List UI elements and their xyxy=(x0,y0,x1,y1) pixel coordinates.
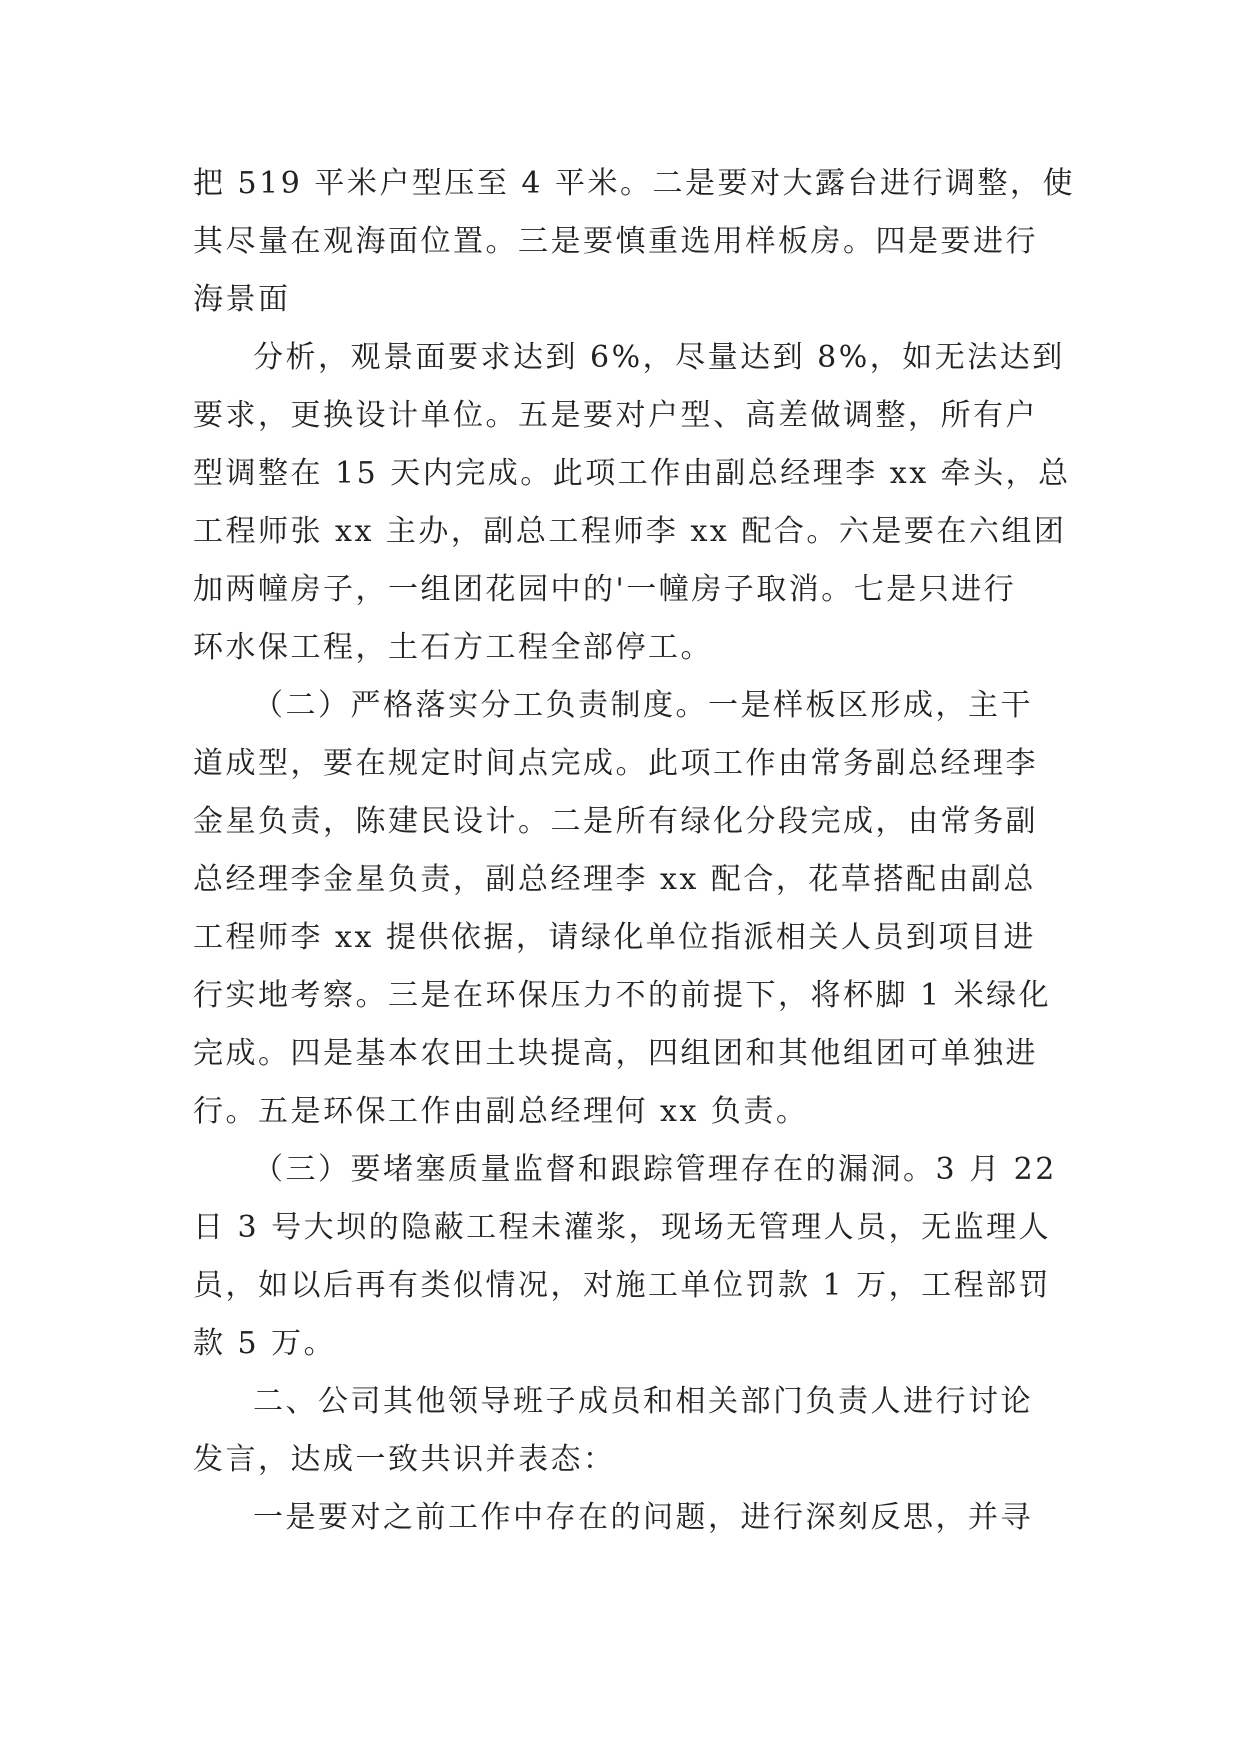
paragraph-5 xyxy=(193,1373,1053,1489)
text-line: 日 3 号大坝的隐蔽工程未灌浆，现场无管理人员，无监理人 xyxy=(193,1210,1052,1245)
paragraph-2 xyxy=(193,329,1071,677)
text-line: 一是要对之前工作中存在的问题，进行深刻反思，并寻 xyxy=(253,1500,1033,1535)
text-line: 海景面 xyxy=(193,282,291,317)
text-line: 环水保工程，土石方工程全部停工。 xyxy=(193,630,713,665)
text-line: 其尽量在观海面位置。三是要慎重选用样板房。四是要进行 xyxy=(193,224,1038,259)
text-line: 完成。四是基本农田土块提高，四组团和其他组团可单独进 xyxy=(193,1036,1038,1071)
text-line: 发言，达成一致共识并表态： xyxy=(193,1442,616,1477)
text-line: 员，如以后再有类似情况，对施工单位罚款 1 万，工程部罚 xyxy=(193,1268,1052,1303)
text-line: 工程师李 xx 提供依据，请绿化单位指派相关人员到项目进 xyxy=(193,920,1036,955)
text-line: 型调整在 15 天内完成。此项工作由副总经理李 xx 牵头，总 xyxy=(193,456,1071,491)
text-line: 二、公司其他领导班子成员和相关部门负责人进行讨论 xyxy=(253,1384,1033,1419)
text-line: 总经理李金星负责，副总经理李 xx 配合，花草搭配由副总 xyxy=(193,862,1036,897)
text-line: 加两幢房子，一组团花园中的'一幢房子取消。七是只进行 xyxy=(193,572,1017,607)
text-line: 把 519 平米户型压至 4 平米。二是要对大露台进行调整，使 xyxy=(193,166,1075,201)
text-line: 要求，更换设计单位。五是要对户型、高差做调整，所有户 xyxy=(193,398,1038,433)
paragraph-3 xyxy=(193,677,1053,1141)
paragraph-6 xyxy=(193,1489,1053,1547)
text-line: 分析，观景面要求达到 6%，尽量达到 8%，如无法达到 xyxy=(253,340,1065,375)
document-body xyxy=(193,155,1075,1547)
paragraph-4 xyxy=(193,1141,1057,1373)
paragraph-1 xyxy=(193,155,1075,329)
text-line: （二）严格落实分工负责制度。一是样板区形成，主干 xyxy=(253,688,1033,723)
text-line: 道成型，要在规定时间点完成。此项工作由常务副总经理李 xyxy=(193,746,1038,781)
text-line: 行实地考察。三是在环保压力不的前提下，将杯脚 1 米绿化 xyxy=(193,978,1052,1013)
text-line: 工程师张 xx 主办，副总工程师李 xx 配合。六是要在六组团 xyxy=(193,514,1067,549)
text-line: （三）要堵塞质量监督和跟踪管理存在的漏洞。3 月 22 xyxy=(253,1152,1057,1187)
text-line: 金星负责，陈建民设计。二是所有绿化分段完成，由常务副 xyxy=(193,804,1038,839)
text-line: 款 5 万。 xyxy=(193,1326,337,1361)
text-line: 行。五是环保工作由副总经理何 xx 负责。 xyxy=(193,1094,809,1129)
